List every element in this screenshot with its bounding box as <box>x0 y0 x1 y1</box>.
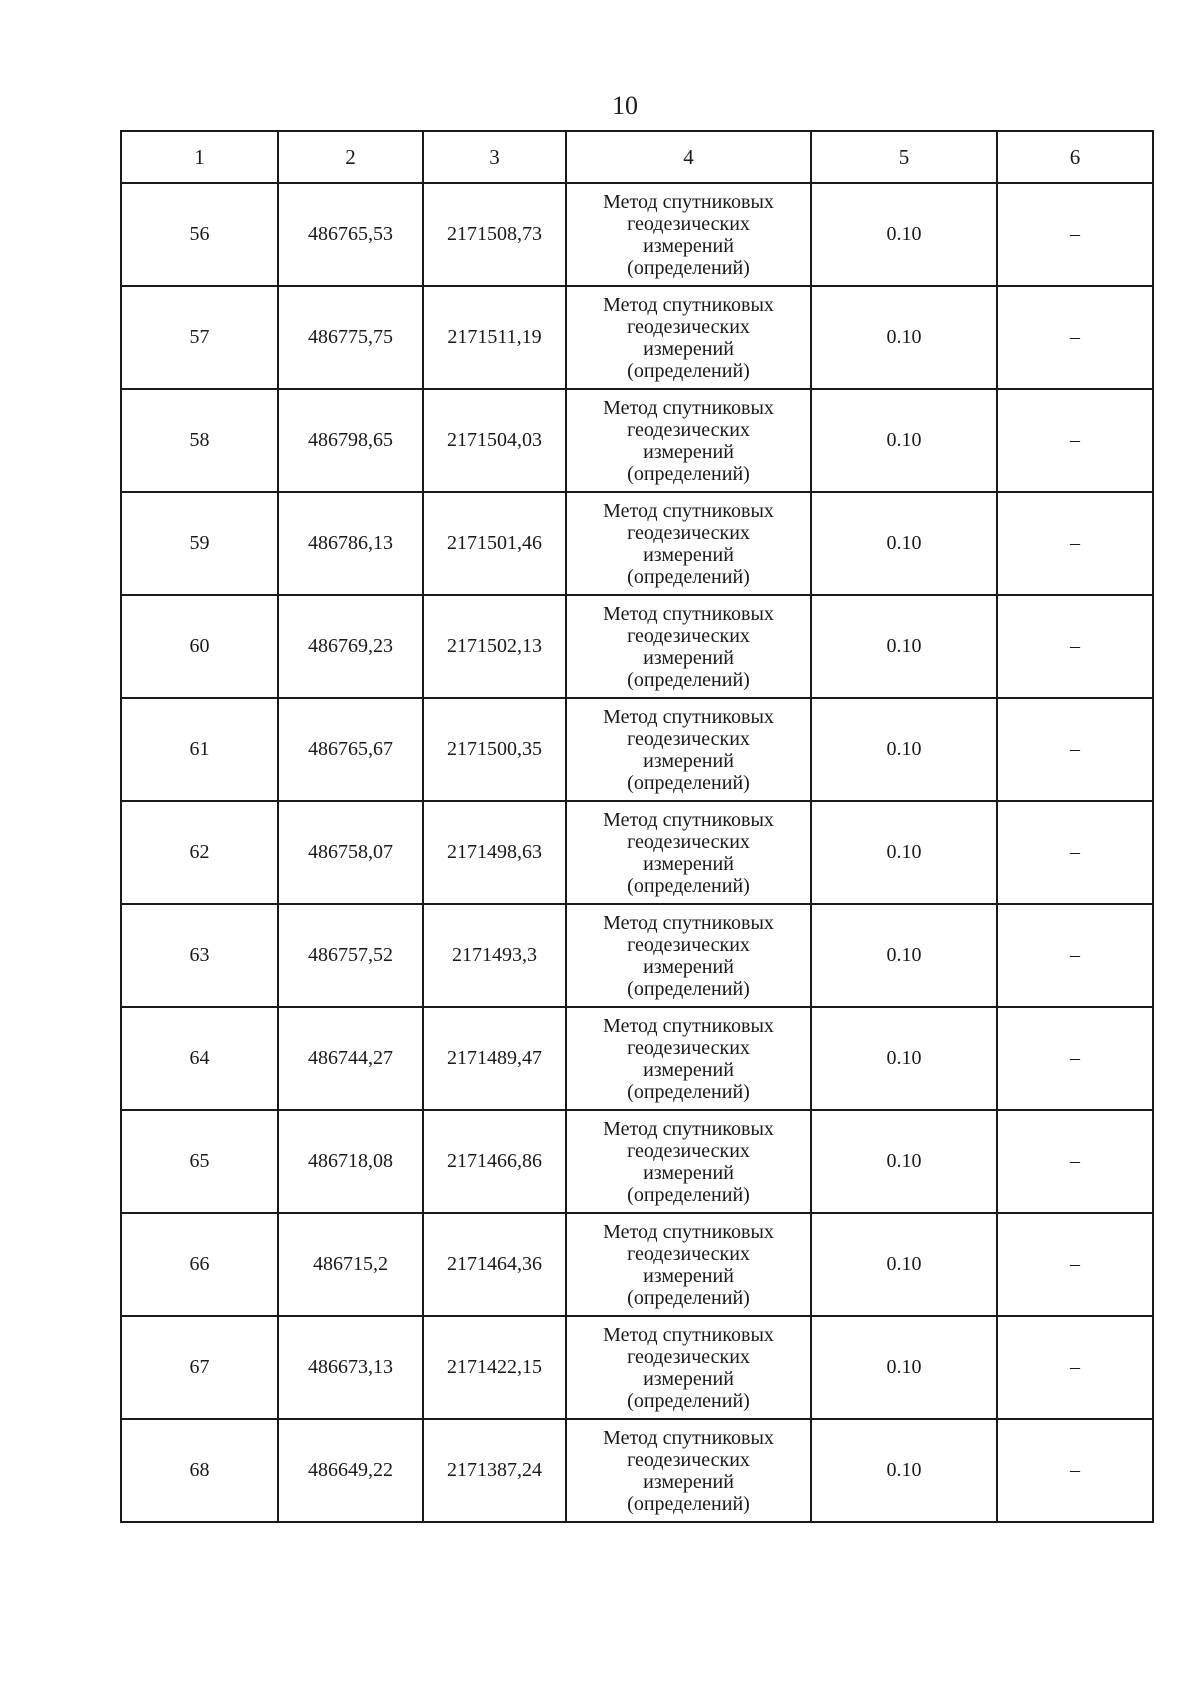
method-line: (определений) <box>627 874 750 897</box>
table-row <box>121 1316 1153 1419</box>
header-cell: 1 <box>121 131 278 183</box>
accuracy-cell: 0.10 <box>811 1316 997 1419</box>
accuracy-cell: 0.10 <box>811 904 997 1007</box>
point-number-cell: 67 <box>121 1316 278 1419</box>
method-line: измерений <box>643 955 734 978</box>
x-coordinate-cell: 486718,08 <box>278 1110 423 1213</box>
method-line: геодезических <box>627 624 750 647</box>
point-number-cell: 59 <box>121 492 278 595</box>
header-cell: 3 <box>423 131 566 183</box>
method-line: (определений) <box>627 462 750 485</box>
y-coordinate-cell: 2171422,15 <box>423 1316 566 1419</box>
method-line: Метод спутниковых <box>603 499 774 522</box>
method-cell <box>566 1213 811 1316</box>
accuracy-cell: 0.10 <box>811 698 997 801</box>
y-coordinate-cell: 2171498,63 <box>423 801 566 904</box>
point-number-cell: 63 <box>121 904 278 1007</box>
x-coordinate-cell: 486798,65 <box>278 389 423 492</box>
method-line: (определений) <box>627 977 750 1000</box>
method-cell <box>566 492 811 595</box>
method-line: измерений <box>643 1161 734 1184</box>
point-number-cell: 66 <box>121 1213 278 1316</box>
method-line: геодезических <box>627 1036 750 1059</box>
method-line: (определений) <box>627 1183 750 1206</box>
method-cell <box>566 183 811 286</box>
note-cell: – <box>997 1213 1153 1316</box>
method-line: (определений) <box>627 1080 750 1103</box>
method-line: Метод спутниковых <box>603 911 774 934</box>
table-row <box>121 286 1153 389</box>
method-cell <box>566 1419 811 1522</box>
header-cell: 6 <box>997 131 1153 183</box>
x-coordinate-cell: 486673,13 <box>278 1316 423 1419</box>
method-line: геодезических <box>627 315 750 338</box>
method-line: (определений) <box>627 1492 750 1515</box>
y-coordinate-cell: 2171504,03 <box>423 389 566 492</box>
method-line: Метод спутниковых <box>603 1323 774 1346</box>
point-number-cell: 58 <box>121 389 278 492</box>
y-coordinate-cell: 2171489,47 <box>423 1007 566 1110</box>
point-number-cell: 62 <box>121 801 278 904</box>
method-line: измерений <box>643 646 734 669</box>
note-cell: – <box>997 492 1153 595</box>
note-cell: – <box>997 698 1153 801</box>
table-row <box>121 904 1153 1007</box>
point-number-cell: 64 <box>121 1007 278 1110</box>
method-cell <box>566 595 811 698</box>
y-coordinate-cell: 2171466,86 <box>423 1110 566 1213</box>
page-number: 10 <box>612 91 638 120</box>
table-row <box>121 389 1153 492</box>
header-cell: 5 <box>811 131 997 183</box>
method-line: (определений) <box>627 668 750 691</box>
table-row <box>121 1110 1153 1213</box>
coordinates-table <box>120 130 1154 1523</box>
x-coordinate-cell: 486765,53 <box>278 183 423 286</box>
note-cell: – <box>997 1316 1153 1419</box>
accuracy-cell: 0.10 <box>811 286 997 389</box>
method-line: измерений <box>643 1470 734 1493</box>
note-cell: – <box>997 801 1153 904</box>
accuracy-cell: 0.10 <box>811 801 997 904</box>
method-cell <box>566 1007 811 1110</box>
method-line: Метод спутниковых <box>603 1426 774 1449</box>
point-number-cell: 60 <box>121 595 278 698</box>
accuracy-cell: 0.10 <box>811 1110 997 1213</box>
method-line: Метод спутниковых <box>603 1220 774 1243</box>
method-line: измерений <box>643 543 734 566</box>
method-line: геодезических <box>627 1345 750 1368</box>
point-number-cell: 65 <box>121 1110 278 1213</box>
point-number-cell: 61 <box>121 698 278 801</box>
method-line: геодезических <box>627 212 750 235</box>
method-cell <box>566 286 811 389</box>
method-line: геодезических <box>627 933 750 956</box>
method-line: измерений <box>643 440 734 463</box>
accuracy-cell: 0.10 <box>811 1419 997 1522</box>
method-line: Метод спутниковых <box>603 1014 774 1037</box>
method-line: геодезических <box>627 1242 750 1265</box>
note-cell: – <box>997 1007 1153 1110</box>
accuracy-cell: 0.10 <box>811 183 997 286</box>
method-cell <box>566 389 811 492</box>
accuracy-cell: 0.10 <box>811 1213 997 1316</box>
method-cell <box>566 1110 811 1213</box>
x-coordinate-cell: 486769,23 <box>278 595 423 698</box>
table-row <box>121 801 1153 904</box>
y-coordinate-cell: 2171508,73 <box>423 183 566 286</box>
method-line: измерений <box>643 1367 734 1390</box>
point-number-cell: 57 <box>121 286 278 389</box>
x-coordinate-cell: 486715,2 <box>278 1213 423 1316</box>
y-coordinate-cell: 2171387,24 <box>423 1419 566 1522</box>
method-line: (определений) <box>627 359 750 382</box>
x-coordinate-cell: 486744,27 <box>278 1007 423 1110</box>
method-line: геодезических <box>627 1139 750 1162</box>
note-cell: – <box>997 286 1153 389</box>
method-line: измерений <box>643 337 734 360</box>
note-cell: – <box>997 1110 1153 1213</box>
table-row <box>121 1007 1153 1110</box>
y-coordinate-cell: 2171501,46 <box>423 492 566 595</box>
table-row <box>121 1419 1153 1522</box>
method-line: (определений) <box>627 1389 750 1412</box>
method-line: измерений <box>643 1058 734 1081</box>
method-cell <box>566 1316 811 1419</box>
accuracy-cell: 0.10 <box>811 389 997 492</box>
y-coordinate-cell: 2171464,36 <box>423 1213 566 1316</box>
table-row <box>121 698 1153 801</box>
x-coordinate-cell: 486786,13 <box>278 492 423 595</box>
method-line: Метод спутниковых <box>603 293 774 316</box>
x-coordinate-cell: 486649,22 <box>278 1419 423 1522</box>
method-line: Метод спутниковых <box>603 396 774 419</box>
method-line: (определений) <box>627 771 750 794</box>
method-cell <box>566 801 811 904</box>
method-line: Метод спутниковых <box>603 190 774 213</box>
method-line: Метод спутниковых <box>603 808 774 831</box>
x-coordinate-cell: 486758,07 <box>278 801 423 904</box>
method-line: геодезических <box>627 1448 750 1471</box>
method-line: (определений) <box>627 256 750 279</box>
x-coordinate-cell: 486757,52 <box>278 904 423 1007</box>
method-line: измерений <box>643 234 734 257</box>
method-line: Метод спутниковых <box>603 602 774 625</box>
method-line: измерений <box>643 749 734 772</box>
method-line: геодезических <box>627 418 750 441</box>
accuracy-cell: 0.10 <box>811 1007 997 1110</box>
method-line: (определений) <box>627 1286 750 1309</box>
method-line: измерений <box>643 852 734 875</box>
y-coordinate-cell: 2171502,13 <box>423 595 566 698</box>
header-cell: 2 <box>278 131 423 183</box>
note-cell: – <box>997 1419 1153 1522</box>
method-line: геодезических <box>627 727 750 750</box>
method-line: (определений) <box>627 565 750 588</box>
note-cell: – <box>997 183 1153 286</box>
point-number-cell: 68 <box>121 1419 278 1522</box>
header-cell: 4 <box>566 131 811 183</box>
y-coordinate-cell: 2171493,3 <box>423 904 566 1007</box>
table-row <box>121 492 1153 595</box>
note-cell: – <box>997 389 1153 492</box>
table-row <box>121 1213 1153 1316</box>
method-cell <box>566 904 811 1007</box>
table-row <box>121 183 1153 286</box>
x-coordinate-cell: 486765,67 <box>278 698 423 801</box>
table-header-row <box>121 131 1153 183</box>
table-row <box>121 595 1153 698</box>
method-line: Метод спутниковых <box>603 1117 774 1140</box>
method-line: измерений <box>643 1264 734 1287</box>
note-cell: – <box>997 904 1153 1007</box>
method-line: геодезических <box>627 521 750 544</box>
method-line: геодезических <box>627 830 750 853</box>
note-cell: – <box>997 595 1153 698</box>
accuracy-cell: 0.10 <box>811 492 997 595</box>
x-coordinate-cell: 486775,75 <box>278 286 423 389</box>
point-number-cell: 56 <box>121 183 278 286</box>
table-body <box>121 183 1153 1522</box>
method-line: Метод спутниковых <box>603 705 774 728</box>
y-coordinate-cell: 2171500,35 <box>423 698 566 801</box>
method-cell <box>566 698 811 801</box>
accuracy-cell: 0.10 <box>811 595 997 698</box>
y-coordinate-cell: 2171511,19 <box>423 286 566 389</box>
